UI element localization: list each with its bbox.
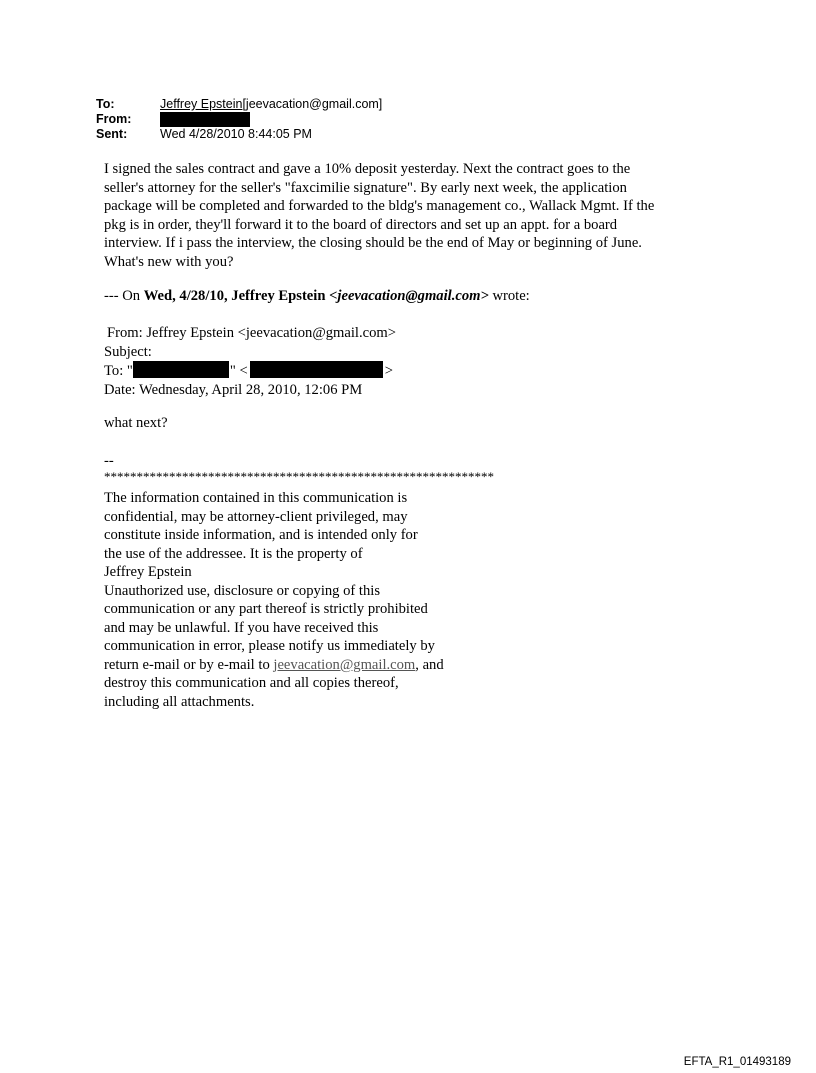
quote-email: <jeevacation@gmail.com> xyxy=(329,288,489,304)
disclaimer-return-line xyxy=(104,656,504,675)
disclaimer-line: confidential, may be attorney-client privileged, may xyxy=(104,508,408,525)
forwarded-date: Date: Wednesday, April 28, 2010, 12:06 PM xyxy=(104,381,363,398)
message-body xyxy=(104,160,716,271)
email-link[interactable]: jeevacation@gmail.com xyxy=(273,656,416,673)
quote-date: Wed, 4/28/10, Jeffrey Epstein xyxy=(143,288,330,304)
message-line: pkg is in order, they'll forward it to the board of directors and set up an appt. for a board xyxy=(104,216,618,233)
redaction-block xyxy=(160,112,250,127)
disclaimer-line: Unauthorized use, disclosure or copying of this xyxy=(104,582,381,599)
message-line: What's new with you? xyxy=(104,253,234,270)
forwarded-to xyxy=(104,361,724,381)
return-suffix: , and xyxy=(415,656,444,673)
to-name: Jeffrey Epstein xyxy=(160,97,243,111)
disclaimer-line: communication in error, please notify us immediately by xyxy=(104,638,435,654)
disclaimer-line: communication or any part thereof is strictly prohibited xyxy=(104,601,428,617)
redaction-block xyxy=(250,361,383,378)
quote-intro xyxy=(104,287,724,306)
from-value xyxy=(160,112,250,127)
disclaimer-line: The information contained in this communication is xyxy=(104,490,408,506)
sent-value: Wed 4/28/2010 8:44:05 PM xyxy=(160,127,312,141)
signature-dash: -- xyxy=(104,453,114,469)
to-value xyxy=(160,97,382,111)
disclaimer-line: including all attachments. xyxy=(104,693,255,710)
forwarded-headers xyxy=(104,324,724,399)
from-label: From: xyxy=(96,112,132,126)
forwarded-to-mid: " < xyxy=(229,363,248,379)
message-line: interview. If i pass the interview, the closing should be the end of May or beginning of June. xyxy=(104,235,642,251)
quote-suffix: wrote: xyxy=(488,288,530,304)
confidentiality-disclaimer xyxy=(104,489,504,711)
disclaimer-line: the use of the addressee. It is the property of xyxy=(104,545,363,562)
message-line: seller's attorney for the seller's "faxcimilie signature". By early next week, the application xyxy=(104,179,627,196)
to-label: To: xyxy=(96,97,115,111)
message-line: I signed the sales contract and gave a 10% deposit yesterday. Next the contract goes to the xyxy=(104,161,631,177)
disclaimer-line: destroy this communication and all copies thereof, xyxy=(104,675,399,691)
forwarded-body: what next? xyxy=(104,415,168,431)
disclaimer-line: and may be unlawful. If you have received this xyxy=(104,619,379,636)
forwarded-to-suffix: > xyxy=(384,363,393,379)
signature-stars: ************************************************************ xyxy=(104,469,494,484)
forwarded-subject: Subject: xyxy=(104,343,152,360)
forwarded-from: From: Jeffrey Epstein <jeevacation@gmail.com> xyxy=(107,325,396,341)
to-email: [jeevacation@gmail.com] xyxy=(242,97,383,111)
message-line: package will be completed and forwarded to the bldg's management co., Wallack Mgmt. If the xyxy=(104,198,655,214)
forwarded-to-prefix: To: " xyxy=(104,363,133,379)
redaction-block xyxy=(133,361,229,378)
disclaimer-line: constitute inside information, and is intended only for xyxy=(104,527,418,543)
return-prefix: return e-mail or by e-mail to xyxy=(104,656,274,673)
disclaimer-line: Jeffrey Epstein xyxy=(104,564,192,580)
quote-prefix: --- On xyxy=(104,288,144,304)
sent-label: Sent: xyxy=(96,127,128,141)
document-id: EFTA_R1_01493189 xyxy=(683,1056,791,1068)
